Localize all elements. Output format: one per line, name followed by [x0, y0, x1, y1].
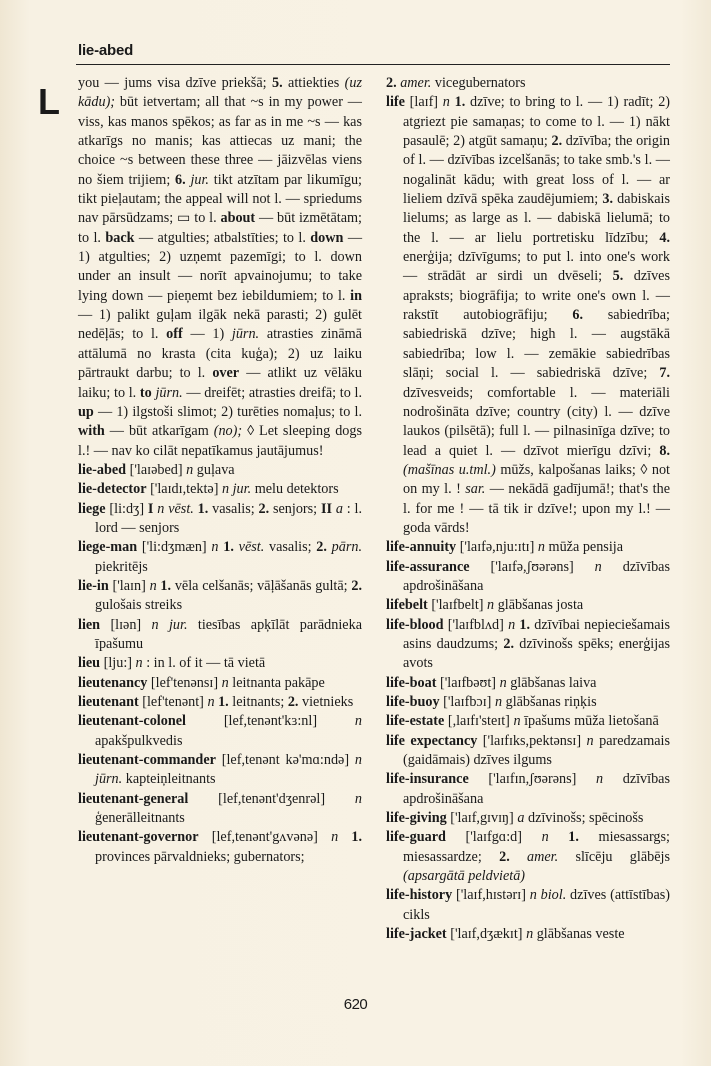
- header-rule: [76, 64, 670, 65]
- entry-text: paredzamais (gaidāmais) dzīves ilgums: [403, 732, 670, 769]
- headword: lieutenant-commander: [78, 752, 216, 769]
- dictionary-entry: [386, 886, 670, 925]
- italic-label: n: [537, 539, 545, 556]
- italic-label: n: [207, 694, 215, 710]
- entry-text: [laɪf]: [404, 94, 443, 111]
- italic-label: n: [508, 616, 516, 633]
- headword: life-history: [386, 887, 453, 904]
- dictionary-entry: [386, 809, 670, 828]
- bold-text: 6.: [175, 171, 186, 188]
- headword: life-blood: [386, 616, 444, 633]
- headword: life-jacket: [386, 926, 447, 943]
- entry-text: [510, 849, 527, 865]
- entry-text: [lef'tenənsɪ]: [147, 674, 222, 691]
- italic-label: jūrn.: [155, 384, 183, 401]
- entry-text: glābšanas veste: [533, 926, 625, 943]
- entry-text: tikt atzītam par likumīgu; tikt pieļautam; the appeal will not l. — spriedums nav pārsūdzams; ▭ to l.: [78, 171, 363, 227]
- dictionary-entry: [78, 751, 362, 790]
- headword: lieutenancy: [78, 674, 148, 691]
- entry-text: ['laɪfə,ʃʊərəns]: [469, 558, 595, 575]
- italic-label: n: [541, 829, 549, 846]
- dictionary-entry: [78, 616, 362, 655]
- entry-text: [lef'tenənt]: [138, 694, 208, 710]
- entry-text: ◊ Let sleeping dogs l.! — nav ko cilāt nepatīkamus jautājumus!: [78, 423, 362, 459]
- entry-text: vasalis;: [208, 500, 259, 517]
- entry-text: dzīvības apdrošināšana: [403, 558, 671, 594]
- headword: life-buoy: [386, 694, 440, 710]
- italic-label: n: [526, 926, 534, 943]
- dictionary-entry: [78, 674, 362, 693]
- entry-text: [lef,tenənt kə'mɑ:ndə]: [215, 752, 355, 769]
- headword: life expectancy: [386, 732, 478, 749]
- italic-label: a: [517, 810, 525, 827]
- headword: life-estate: [386, 713, 445, 730]
- entry-text: — dreifēt; atrasties dreifā; to l.: [182, 384, 362, 401]
- entry-text: — atgulties; atbalstīties; to l.: [134, 229, 311, 246]
- italic-label: pārn.: [331, 539, 363, 556]
- entry-text: you — jums visa dzīve priekšā;: [78, 75, 272, 91]
- entry-text: leitnants;: [228, 694, 288, 710]
- entry-text: attiekties: [282, 75, 345, 91]
- entry-text: [lju:]: [100, 655, 136, 672]
- dictionary-entry: [78, 461, 362, 480]
- headword: lifebelt: [386, 597, 428, 614]
- italic-label: n jur.: [151, 616, 188, 633]
- entry-text: ['laɪdɪ,tektə]: [146, 481, 222, 498]
- entry-text: — 1): [182, 326, 232, 343]
- bold-text: 2.: [351, 577, 363, 594]
- bold-text: 7.: [659, 365, 670, 382]
- entry-text: : l. lord — senjors: [95, 500, 363, 536]
- bold-text: 1.: [218, 694, 229, 710]
- entry-text: — 1) palikt guļam ilgāk nekā parasti; 2) gulēt nedēļās; to l.: [78, 307, 362, 343]
- entry-text: ģenerālleitnants: [95, 810, 185, 827]
- bold-text: over: [212, 365, 240, 382]
- entry-text: tiesības apķīlāt parādnieka īpašumu: [95, 616, 362, 652]
- entry-text: vasalis;: [264, 539, 317, 556]
- italic-label: n: [354, 790, 362, 807]
- italic-label: n biol.: [529, 887, 567, 904]
- headword: lie-detector: [78, 481, 147, 498]
- headword: lie-abed: [78, 461, 127, 478]
- entry-text: gulošais streiks: [95, 597, 183, 614]
- dictionary-entry: [386, 558, 670, 597]
- entry-text: ['laɪfə,nju:ɪtɪ]: [456, 539, 538, 556]
- headword: life-annuity: [386, 539, 457, 556]
- italic-label: sar.: [465, 481, 486, 498]
- bold-text: off: [166, 326, 183, 343]
- entry-text: īpašums mūža lietošanā: [520, 713, 659, 730]
- bold-text: to: [139, 384, 152, 401]
- entry-text: kapteiņleitnants: [122, 771, 216, 788]
- entry-text: senjors;: [269, 500, 321, 517]
- bold-text: 1.: [223, 539, 234, 556]
- italic-label: jur.: [190, 171, 209, 188]
- italic-label: n jur.: [221, 481, 252, 498]
- italic-label: amer.: [400, 75, 432, 91]
- entry-text: ['laɪfbelt]: [427, 597, 488, 614]
- entry-text: dzīves (attīstības) cikls: [403, 887, 670, 923]
- bold-text: I: [147, 500, 154, 517]
- bold-text: 8.: [659, 442, 670, 459]
- dictionary-entry: [386, 93, 670, 538]
- dictionary-entry: [386, 712, 670, 731]
- italic-label: n: [487, 597, 495, 614]
- bold-text: up: [78, 403, 94, 420]
- entry-text: provinces pārvaldnieks; gubernators;: [95, 848, 305, 865]
- italic-label: (uz kādu);: [78, 75, 362, 111]
- bold-text: 2.: [258, 500, 270, 517]
- italic-label: n: [211, 539, 219, 556]
- italic-label: n: [442, 94, 450, 111]
- italic-label: n vēst.: [157, 500, 194, 517]
- left-column: [78, 74, 362, 867]
- italic-label: amer.: [527, 848, 559, 865]
- bold-text: 6.: [572, 307, 583, 324]
- dictionary-entry: [78, 712, 362, 751]
- entry-text: ['li:dʒmæn]: [137, 539, 212, 556]
- entry-text: mūžs, kalpošanas laiks; ◊ not on my l. !: [403, 461, 670, 498]
- entry-text: mūža pensija: [545, 539, 624, 556]
- entry-text: [lef,tenənt'gʌvənə]: [198, 829, 332, 846]
- dictionary-entry: [78, 654, 362, 673]
- entry-text: ['laɪf,dʒækɪt]: [446, 926, 527, 943]
- entry-continuation: [78, 74, 362, 461]
- entry-text: ['laɪfbəʊt]: [436, 674, 500, 691]
- dictionary-entry: [78, 828, 362, 867]
- headword: lieutenant-colonel: [78, 713, 186, 730]
- entry-continuation: [386, 74, 670, 93]
- entry-text: ['laɪfblʌd]: [443, 616, 509, 633]
- bold-text: about: [220, 210, 256, 227]
- bold-text: 1.: [351, 829, 363, 846]
- headword: liege: [78, 500, 106, 517]
- italic-label: n: [594, 558, 602, 575]
- italic-label: (apsargātā peldvietā): [403, 868, 526, 885]
- entry-text: ['laɪfgɑ:d]: [445, 829, 542, 846]
- bold-text: 1.: [454, 94, 466, 111]
- entry-text: [lef,tenənt'kɜ:nl]: [185, 713, 355, 730]
- bold-text: 2.: [503, 635, 514, 652]
- dictionary-entry: [386, 925, 670, 944]
- entry-text: ['laɪfɪn,ʃʊərəns]: [468, 771, 596, 788]
- entry-text: ['laɪfɪks,pektənsɪ]: [477, 732, 587, 749]
- italic-label: n: [135, 655, 143, 672]
- headword: life-guard: [386, 829, 446, 846]
- bold-text: 2.: [386, 75, 397, 91]
- entry-text: dzīvība; the origin of l. — dzīvības izcelšanās; to take smb.'s l. — nogalināt kādu; with great loss of l. — ar lieliem dzīvā spēka zaudējumiem;: [403, 133, 670, 208]
- entry-text: [338, 829, 351, 845]
- headword: life-assurance: [386, 558, 470, 575]
- entry-text: sabiedrība; sabiedriskā dzīve; high l. — augstākā sabiedrība; low l. — zemākie sabiedrības slāņi; social l. — sabiedriskā dzīve;: [403, 307, 671, 382]
- entry-text: slīcēju glābējs: [558, 848, 670, 865]
- right-column: [386, 74, 670, 944]
- dictionary-entry: [78, 693, 362, 712]
- entry-text: — būt izmētātam; to l.: [78, 210, 362, 246]
- headword: lieutenant: [78, 694, 139, 710]
- italic-label: n: [354, 713, 362, 730]
- headword: life-boat: [386, 674, 437, 691]
- entry-text: leitnanta pakāpe: [228, 674, 325, 691]
- entry-text: [lef,tenənt'dʒenrəl]: [188, 790, 355, 807]
- headword: life-insurance: [386, 771, 469, 788]
- dictionary-entry: [386, 674, 670, 693]
- bold-text: back: [105, 229, 135, 246]
- bold-text: 5.: [271, 75, 283, 91]
- entry-text: melu detektors: [251, 481, 339, 498]
- entry-text: dabiskais lielums; as large as l. — dabiskā lielumā; to the l. — ar lielu portretisku līdzību;: [403, 191, 670, 246]
- dictionary-entry: [386, 770, 670, 809]
- headword: lien: [78, 616, 101, 633]
- bold-text: 1.: [160, 577, 172, 594]
- bold-text: 2.: [287, 694, 299, 710]
- dictionary-entry: [386, 616, 670, 674]
- italic-label: n jūrn.: [95, 752, 362, 788]
- headword: liege-man: [78, 539, 138, 556]
- italic-label: n: [494, 694, 503, 710]
- italic-label: jūrn.: [231, 326, 260, 343]
- entry-text: atrasties zināmā attālumā no krasta (cita kuģa); 2) uz laiku pārtraukt darbu; to l.: [78, 326, 362, 382]
- entry-text: ['laɪf,hɪstərɪ]: [452, 887, 530, 904]
- italic-label: a: [335, 500, 343, 517]
- entry-text: — 1) ilgstoši slimot; 2) turēties nomaļus; to l.: [93, 403, 362, 420]
- running-head: lie-abed: [78, 42, 134, 59]
- entry-text: dzīves apraksts; biogrāfija; to write one's own l. — rakstīt autobiogrāfiju;: [403, 268, 670, 324]
- bold-text: with: [78, 423, 105, 440]
- headword: life-giving: [386, 810, 447, 827]
- bold-text: 5.: [612, 268, 624, 285]
- bold-text: II: [320, 500, 332, 517]
- entry-text: dzīvinošs; spēcinošs: [524, 810, 644, 827]
- entry-text: [549, 829, 569, 845]
- entry-text: dzīve; to bring to l. — 1) radīt; 2) atgriezt pie samaņas; to come to l. — 1) nākt pasaulē; 2) atgūt samaņu;: [403, 94, 671, 150]
- entry-text: glābšanas riņķis: [502, 694, 597, 710]
- entry-text: dzīvinošs spēks; enerģijas avots: [403, 635, 670, 672]
- dictionary-entry: [386, 828, 670, 886]
- bold-text: 2.: [499, 848, 510, 865]
- italic-label: vēst.: [238, 539, 265, 556]
- italic-label: n: [331, 829, 339, 846]
- entry-text: : in l. of it — tā vietā: [142, 655, 266, 672]
- italic-label: (no);: [213, 423, 243, 440]
- bold-text: 2.: [316, 539, 327, 556]
- entry-text: vicegubernators: [431, 75, 526, 91]
- page-number: 620: [343, 996, 368, 1013]
- italic-label: n: [221, 674, 229, 691]
- dictionary-entry: [78, 500, 362, 539]
- italic-label: n: [595, 771, 604, 788]
- entry-text: [li:dʒ]: [105, 500, 148, 517]
- entry-text: ['laɪf,gɪvɪŋ]: [446, 810, 518, 827]
- dictionary-entry: [78, 538, 362, 577]
- italic-label: (mašīnas u.tml.): [403, 461, 496, 478]
- headword: lieu: [78, 655, 101, 672]
- entry-text: dzīvībai nepieciešamais asins daudzums;: [403, 616, 671, 652]
- entry-text: dzīvesveids; comfortable l. — materiāli nodrošināta dzīve; country (city) l. — dzīve laukos (pilsētā); full l. — pilnasinīga dzīve; to lead a quiet l. — dzīvot mierīgu dzīvi;: [403, 384, 670, 459]
- entry-text: miesassargs; miesassardze;: [403, 829, 670, 865]
- entry-text: ['laɪn]: [108, 577, 150, 594]
- entry-text: enerģija; dzīvīgums; to put l. into one's work — strādāt ar sirdi un dvēseli;: [403, 249, 670, 285]
- headword: life: [386, 94, 405, 111]
- entry-text: — būt atkarīgam: [104, 423, 214, 440]
- dictionary-entry: [386, 538, 670, 557]
- entry-text: vietnieks: [298, 694, 354, 710]
- entry-text: glābšanas josta: [494, 597, 584, 614]
- bold-text: down: [310, 229, 344, 246]
- headword: lieutenant-governor: [78, 829, 199, 846]
- entry-text: dzīvības apdrošināšana: [403, 771, 670, 807]
- bold-text: in: [350, 287, 362, 304]
- headword: lie-in: [78, 577, 109, 594]
- dictionary-entry: [78, 480, 362, 499]
- bold-text: 3.: [602, 191, 614, 208]
- bold-text: 2.: [551, 133, 563, 150]
- dictionary-entry: [386, 732, 670, 771]
- entry-text: būt ietvertam; all that ~s in my power — viss, kas manos spēkos; as far as in me ~s — kas atkarīgs no manis; kas attiecas uz mani; the choice ~s between these three — jāizvēlas viens no šiem trijiem;: [78, 94, 362, 188]
- entry-text: ['laɪfbɔɪ]: [439, 694, 495, 710]
- entry-text: guļava: [193, 461, 235, 478]
- dictionary-entry: [386, 596, 670, 615]
- bold-text: 1.: [519, 616, 531, 633]
- entry-text: — 1) atgulties; 2) uzņemt pazemīgi; to l. down under an insult — norīt apvainojumu; to take lying down — pieņemt bez iebildumiem; to l.: [78, 229, 363, 304]
- entry-text: glābšanas laiva: [506, 674, 597, 691]
- italic-label: n: [149, 577, 157, 594]
- dictionary-entry: [78, 790, 362, 829]
- headword: lieutenant-general: [78, 790, 189, 807]
- bold-text: 1.: [568, 829, 579, 846]
- italic-label: n: [513, 713, 521, 730]
- thumb-index-letter: L: [38, 81, 60, 122]
- dictionary-entry: [386, 693, 670, 712]
- entry-text: vēla celšanās; vāļāšanās gultā;: [171, 577, 352, 594]
- entry-text: — nekādā gadījumā!; that's the l. for me ! — tā tik ir dzīve!; upon my l.! — goda vārds!: [403, 481, 670, 536]
- italic-label: n: [586, 732, 594, 749]
- entry-text: piekritējs: [95, 558, 148, 575]
- bold-text: 4.: [659, 229, 670, 246]
- dictionary-entry: [78, 577, 362, 616]
- entry-text: [lɪən]: [100, 616, 152, 633]
- italic-label: n: [499, 674, 507, 691]
- bold-text: 1.: [197, 500, 209, 517]
- entry-text: — atlikt uz vēlāku laiku; to l.: [78, 365, 362, 401]
- entry-text: ['laɪəbed]: [126, 461, 187, 478]
- entry-text: apakšpulkvedis: [95, 732, 183, 749]
- entry-text: [,laɪfɪ'steɪt]: [444, 713, 514, 730]
- italic-label: n: [186, 461, 194, 478]
